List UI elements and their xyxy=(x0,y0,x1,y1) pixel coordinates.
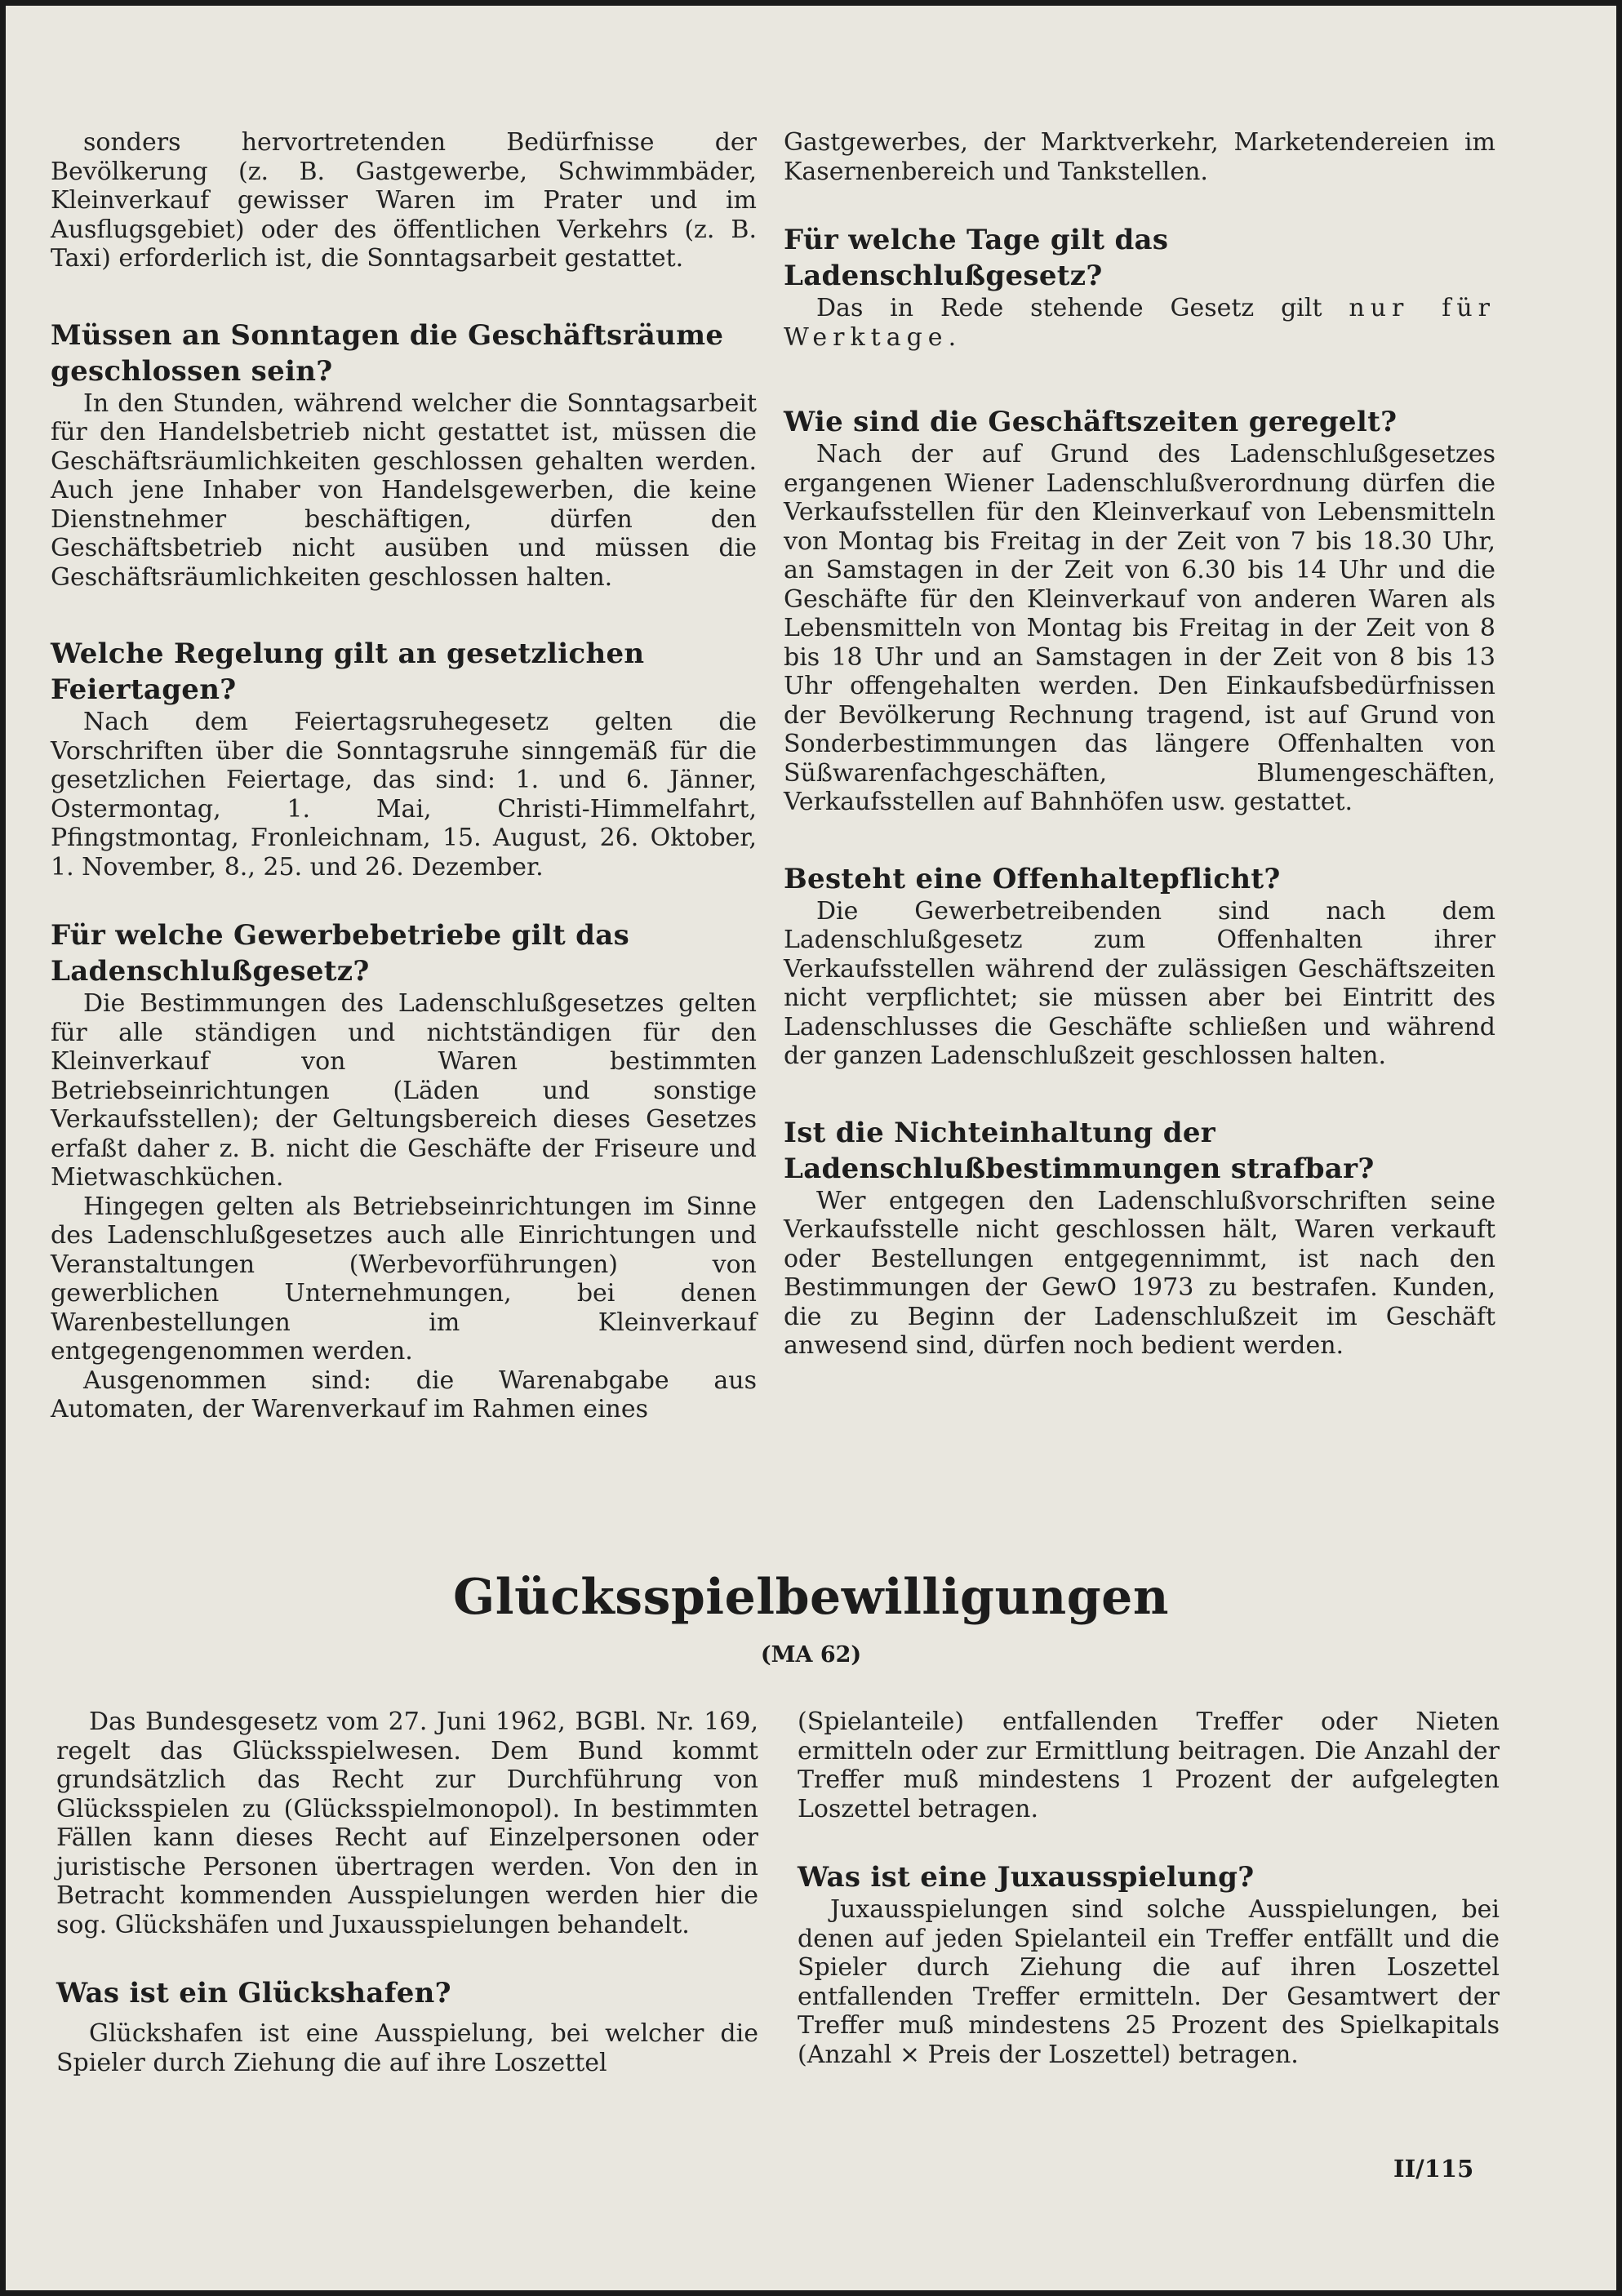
document-page xyxy=(6,6,1616,2290)
paragraph-penalties: Wer entgegen den Ladenschlußvorschriften seine Verkaufsstelle nicht geschlossen hält, Waren verkauft oder Bestellungen entgegennimmt, ist nach den Bestimmungen der GewO 1973 zu bestrafen. Kunden, die zu Beginn der Ladenschlußzeit im Geschäft anwesend sind, dürfen noch bedient werden. xyxy=(784,1186,1495,1360)
column-left-bottom xyxy=(56,1708,758,2077)
applicable-days-period: . xyxy=(948,322,957,352)
heading-penalties: Ist die Nichteinhaltung der Ladenschlußbestimmungen strafbar? xyxy=(784,1116,1375,1185)
heading-opening-obligation: Besteht eine Offenhaltepflicht? xyxy=(784,862,1281,895)
paragraph-exceptions-continued: Gastgewerbes, der Marktverkehr, Marketendereien im Kasernenbereich und Tankstellen. xyxy=(784,128,1495,186)
paragraph-juxausspielung: Juxausspielungen sind solche Ausspielungen, bei denen auf jeden Spielanteil ein Treffer entfällt und die Spieler durch Ziehung die auf ihren Loszettel entfallenden Treffer ermitteln. Der Gesamtwert der Treffer muß mindestens 25 Prozent des Spielkapitals (Anzahl × Preis der Loszettel) betragen. xyxy=(798,1895,1500,2069)
paragraph-gluckshafen: Glückshafen ist eine Ausspielung, bei welcher die Spieler durch Ziehung die auf ihre Loszettel xyxy=(56,2019,758,2077)
paragraph-applicable-days xyxy=(784,294,1495,352)
applicable-days-emphasis: nur für Werktage xyxy=(784,294,1495,352)
paragraph-business-hours: Nach der auf Grund des Ladenschlußgesetzes ergangenen Wiener Ladenschlußverordnung dürfen die Verkaufsstellen für den Kleinverkauf von Lebensmitteln von Montag bis Freitag in der Zeit von 7 bis 18.30 Uhr, an Samstagen in der Zeit von 6.30 bis 14 Uhr und die Geschäfte für den Kleinverkauf von anderen Waren als Lebensmitteln von Montag bis Freitag in der Zeit von 8 bis 18 Uhr und an Samstagen in der Zeit von 8 bis 13 Uhr offengehalten werden. Den Einkaufsbedürfnissen der Bevölkerung Rechnung tragend, ist auf Grund von Sonderbestimmungen das längere Offenhalten von Süßwarenfachgeschäften, Blumengeschäften, Verkaufsstellen auf Bahnhöfen usw. gestattet. xyxy=(784,440,1495,816)
section-title: Glücksspielbewilligungen xyxy=(453,1569,1169,1626)
heading-applicable-businesses: Für welche Gewerbebetriebe gilt das Ladenschlußgesetz? xyxy=(51,919,630,988)
column-left-top xyxy=(51,128,757,1424)
paragraph-applicable-businesses-2: Hingegen gelten als Betriebseinrichtungen im Sinne des Ladenschlußgesetzes auch alle Einrichtungen und Veranstaltungen (Werbevorführungen) von gewerblichen Unternehmungen, bei denen Warenbestellungen im Kleinverkauf entgegengenommen werden. xyxy=(51,1192,757,1366)
heading-applicable-days: Für welche Tage gilt das Ladenschlußgesetz? xyxy=(784,224,1169,292)
paragraph-applicable-businesses-1: Die Bestimmungen des Ladenschlußgesetzes gelten für alle ständigen und nichtständigen für den Kleinverkauf von Waren bestimmten Betriebseinrichtungen (Läden und sonstige Verkaufsstellen); der Geltungsbereich dieses Gesetzes erfaßt daher z. B. nicht die Geschäfte der Friseure und Mietwaschküchen. xyxy=(51,989,757,1192)
applicable-days-text: Das in Rede stehende Gesetz gilt xyxy=(816,294,1322,322)
section-subtitle: (MA 62) xyxy=(760,1642,862,1668)
paragraph-gambling-law: Das Bundesgesetz vom 27. Juni 1962, BGBl. Nr. 169, regelt das Glücksspielwesen. Dem Bund kommt grundsätzlich das Recht zur Durchführung von Glücksspielen zu (Glücksspielmonopol). In bestimmten Fällen kann dieses Recht auf Einzelpersonen oder juristische Personen übertragen werden. Von den in Betracht kommenden Ausspielungen werden hier die sog. Glückshäfen und Juxausspielungen behandelt. xyxy=(56,1708,758,1939)
paragraph-applicable-businesses-3: Ausgenommen sind: die Warenabgabe aus Automaten, der Warenverkauf im Rahmen eines xyxy=(51,1366,757,1423)
heading-holidays: Welche Regelung gilt an gesetzlichen Feiertagen? xyxy=(51,637,645,706)
paragraph-sunday-work-continued: sonders hervortretenden Bedürfnisse der Bevölkerung (z. B. Gastgewerbe, Schwimmbäder, Kleinverkauf gewisser Waren im Prater und im Ausflugsgebiet) oder des öffentlichen Verkehrs (z. B. Taxi) erforderlich ist, die Sonntagsarbeit gestattet. xyxy=(51,128,757,273)
paragraph-opening-obligation: Die Gewerbetreibenden sind nach dem Ladenschlußgesetz zum Offenhalten ihrer Verkaufsstellen während der zulässigen Geschäftszeiten nicht verpflichtet; sie müssen aber bei Eintritt des Ladenschlusses die Geschäfte schließen und während der ganzen Ladenschlußzeit geschlossen halten. xyxy=(784,896,1495,1070)
heading-sunday-closing: Müssen an Sonntagen die Geschäftsräume geschlossen sein? xyxy=(51,318,724,388)
paragraph-gluckshafen-continued: (Spielanteile) entfallenden Treffer oder Nieten ermitteln oder zur Ermittlung beitragen. Die Anzahl der Treffer muß mindestens 1 Prozent der aufgelegten Loszettel betragen. xyxy=(798,1708,1500,1823)
paragraph-holidays: Nach dem Feiertagsruhegesetz gelten die Vorschriften über die Sonntagsruhe sinngemäß für die gesetzlichen Feiertage, das sind: 1. und 6. Jänner, Ostermontag, 1. Mai, Christi-Himmelfahrt, Pfingstmontag, Fronleichnam, 15. August, 26. Oktober, 1. November, 8., 25. und 26. Dezember. xyxy=(51,708,757,882)
page-number: II/115 xyxy=(1393,2155,1474,2183)
paragraph-sunday-closing: In den Stunden, während welcher die Sonntagsarbeit für den Handelsbetrieb nicht gestattet ist, müssen die Geschäftsräumlichkeiten geschlossen gehalten werden. Auch jene Inhaber von Handelsgewerben, die keine Dienstnehmer beschäftigen, dürfen den Geschäftsbetrieb nicht ausüben und müssen die Geschäftsräumlichkeiten geschlossen halten. xyxy=(51,389,757,592)
heading-gluckshafen: Was ist ein Glückshafen? xyxy=(56,1977,451,2010)
heading-business-hours: Wie sind die Geschäftszeiten geregelt? xyxy=(784,406,1398,438)
heading-juxausspielung: Was ist eine Juxausspielung? xyxy=(798,1861,1255,1894)
column-right-top xyxy=(784,128,1495,1361)
column-right-bottom xyxy=(798,1708,1500,2069)
